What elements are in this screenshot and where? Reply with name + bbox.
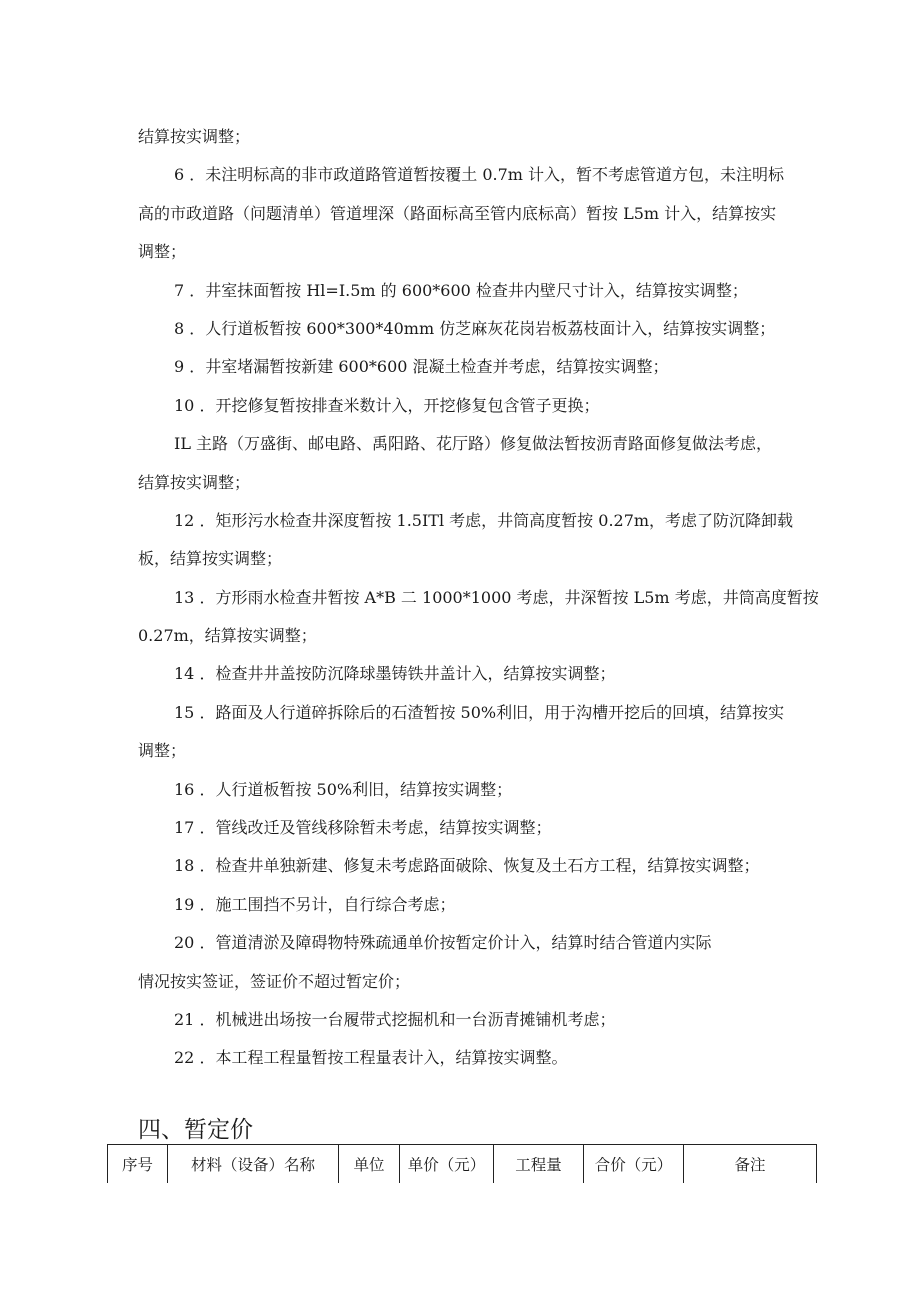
text-line-21: 19 ．施工围挡不另计，自行综合考虑； (174, 894, 456, 914)
text-line-17: 调整； (138, 741, 187, 761)
text-line-14: 0.27m，结算按实调整； (138, 626, 317, 646)
text-line-13: 13 ．方形雨水检查井暂按 A*B 二 1000*1000 考虑，井深暂按 L5m 考虑，井筒高度暂按 (174, 587, 819, 607)
text-line-25: 22 ．本工程工程量暂按工程量表计入，结算按实调整。 (174, 1048, 568, 1068)
header-remarks: 备注 (684, 1145, 817, 1184)
text-line-9: IL 主路（万盛街、邮电路、禹阳路、花厅路）修复做法暂按沥青路面修复做法考虑， (174, 434, 773, 454)
provisional-price-table (107, 1144, 817, 1183)
header-unit: 单位 (339, 1145, 400, 1184)
text-line-2: 6 ．未注明标高的非市政道路管道暂按覆土 0.7m 计入，暂不考虑管道方包，未注明标 (174, 165, 785, 185)
header-unit-price: 单价（元） (400, 1145, 494, 1184)
text-line-12: 板，结算按实调整； (138, 549, 283, 569)
header-total-price: 合价（元） (584, 1145, 684, 1184)
header-index: 序号 (108, 1145, 168, 1184)
text-line-5: 7 ．井室抹面暂按 Hl=I.5m 的 600*600 检查井内壁尺寸计入，结算按实调整； (174, 280, 748, 300)
text-line-22: 20 ．管道清淤及障碍物特殊疏通单价按暂定价计入，结算时结合管道内实际 (174, 933, 712, 953)
text-line-10: 结算按实调整； (138, 472, 251, 492)
text-line-16: 15 ．路面及人行道碎拆除后的石渣暂按 50%利旧，用于沟槽开挖后的回填，结算按实 (174, 702, 785, 722)
text-line-24: 21 ．机械进出场按一台履带式挖掘机和一台沥青摊铺机考虑； (174, 1009, 616, 1029)
text-line-7: 9 ．井室堵漏暂按新建 600*600 混凝土检查并考虑，结算按实调整； (174, 357, 669, 377)
text-line-15: 14 ．检查井井盖按防沉降球墨铸铁井盖计入，结算按实调整； (174, 664, 616, 684)
text-line-6: 8 ．人行道板暂按 600*300*40mm 仿芝麻灰花岗岩板荔枝面计入，结算按实调整； (174, 318, 776, 338)
header-material-name: 材料（设备）名称 (168, 1145, 339, 1184)
text-line-3: 高的市政道路（问题清单）管道埋深（路面标高至管内底标高）暂按 L5m 计入，结算按实 (138, 203, 777, 223)
section-title: 四、暂定价 (138, 1117, 253, 1143)
text-line-1: 结算按实调整； (138, 127, 251, 146)
text-line-19: 17 ．管线改迁及管线移除暂未考虑，结算按实调整； (174, 818, 552, 838)
header-quantity: 工程量 (494, 1145, 584, 1184)
text-line-11: 12 ．矩形污水检查井深度暂按 1.5ITl 考虑，井筒高度暂按 0.27m，考虑了防沉降卸载 (174, 510, 794, 530)
text-line-18: 16 ．人行道板暂按 50%利旧，结算按实调整； (174, 779, 513, 799)
text-line-23: 情况按实签证，签证价不超过暂定价； (138, 971, 411, 991)
document-body (138, 118, 818, 1078)
text-line-20: 18 ．检查井单独新建、修复未考虑路面破除、恢复及土石方工程，结算按实调整； (174, 856, 760, 876)
table-header-row (108, 1145, 817, 1184)
text-line-4: 调整； (138, 242, 187, 262)
text-line-8: 10 ．开挖修复暂按排查米数计入，开挖修复包含管子更换； (174, 395, 600, 415)
